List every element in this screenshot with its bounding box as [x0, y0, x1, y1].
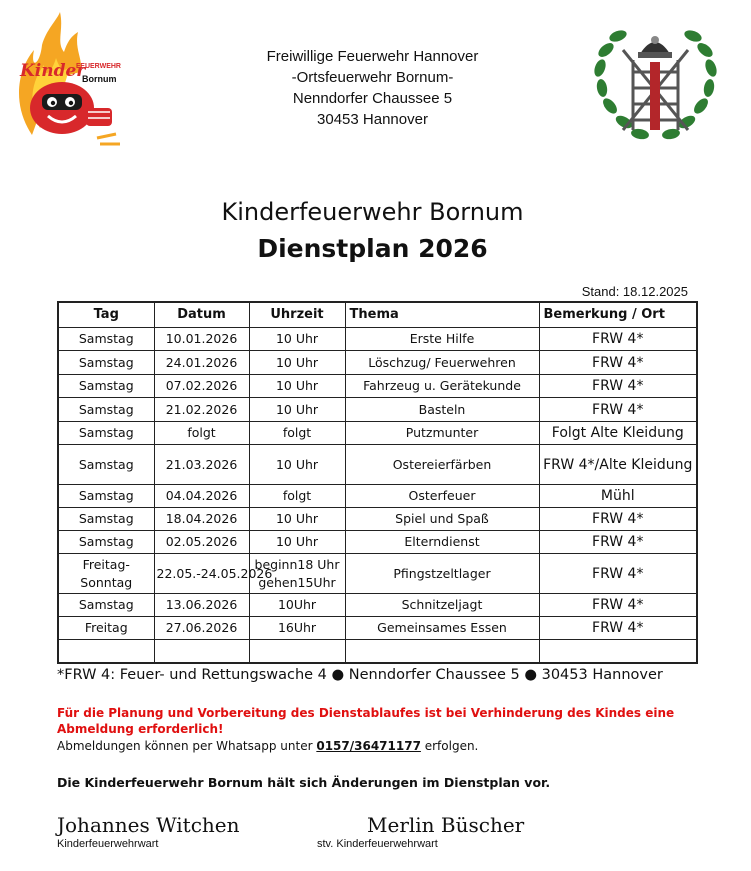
- table-cell: FRW 4*: [539, 594, 697, 617]
- table-cell: Samstag: [58, 485, 154, 508]
- header-tag: Tag: [58, 302, 154, 328]
- table-cell: [58, 640, 154, 663]
- table-cell: 10 Uhr: [249, 398, 345, 422]
- table-cell: Fahrzeug u. Gerätekunde: [345, 375, 539, 398]
- header-bemerkung: Bemerkung / Ort: [539, 302, 697, 328]
- table-cell: 10 Uhr: [249, 328, 345, 351]
- table-header-row: [58, 302, 697, 328]
- table-cell: 21.03.2026: [154, 445, 249, 485]
- table-cell: 10.01.2026: [154, 328, 249, 351]
- table-cell: 07.02.2026: [154, 375, 249, 398]
- table-cell: [345, 640, 539, 663]
- table-cell: 10Uhr: [249, 594, 345, 617]
- logo-bornum-text: Bornum: [82, 74, 117, 84]
- whatsapp-phone: 0157/36471177: [316, 739, 421, 753]
- table-row: [58, 445, 697, 485]
- table-row: [58, 617, 697, 640]
- signature-name: Johannes Witchen: [57, 813, 240, 837]
- stand-date: Stand: 18.12.2025: [581, 284, 688, 299]
- table-cell: Mühl: [539, 485, 697, 508]
- notice-abmeldung: Für die Planung und Vorbereitung des Dienstablaufes ist bei Verhinderung des Kindes eine Abmeldung erforderlich!: [57, 706, 675, 736]
- signature-role: stv. Kinderfeuerwehrwart: [317, 838, 438, 850]
- feuerwehr-emblem: [588, 10, 723, 150]
- table-cell: Samstag: [58, 508, 154, 531]
- table-cell: FRW 4*: [539, 508, 697, 531]
- abmeldung-info: [57, 739, 478, 753]
- table-cell: 10 Uhr: [249, 508, 345, 531]
- table-cell: [154, 640, 249, 663]
- table-cell: 27.06.2026: [154, 617, 249, 640]
- table-cell: Samstag: [58, 351, 154, 375]
- org-line: -Ortsfeuerwehr Bornum-: [291, 69, 454, 86]
- table-cell: Elterndienst: [345, 531, 539, 554]
- header-datum: Datum: [154, 302, 249, 328]
- table-row: [58, 640, 697, 663]
- table-cell: Pfingstzeltlager: [345, 554, 539, 594]
- table-cell: beginn18 Uhr gehen15Uhr: [249, 554, 345, 594]
- footnote: *FRW 4: Feuer- und Rettungswache 4 ● Nenndorfer Chaussee 5 ● 30453 Hannover: [57, 667, 663, 683]
- table-cell: folgt: [154, 422, 249, 445]
- table-cell: 13.06.2026: [154, 594, 249, 617]
- table-cell: Folgt Alte Kleidung: [539, 422, 697, 445]
- table-cell: Freitag-Sonntag: [58, 554, 154, 594]
- table-row: [58, 375, 697, 398]
- table-cell: Löschzug/ Feuerwehren: [345, 351, 539, 375]
- table-cell: 21.02.2026: [154, 398, 249, 422]
- table-cell: Samstag: [58, 445, 154, 485]
- table-cell: Samstag: [58, 375, 154, 398]
- table-cell: 22.05.-24.05.2026: [154, 554, 249, 594]
- table-cell: FRW 4*: [539, 617, 697, 640]
- header-uhrzeit: Uhrzeit: [249, 302, 345, 328]
- table-cell: 10 Uhr: [249, 445, 345, 485]
- vorbehalt-text: Die Kinderfeuerwehr Bornum hält sich Änderungen im Dienstplan vor.: [57, 775, 551, 790]
- table-cell: 18.04.2026: [154, 508, 249, 531]
- table-cell: FRW 4*: [539, 375, 697, 398]
- table-cell: Freitag: [58, 617, 154, 640]
- org-line: 30453 Hannover: [317, 111, 428, 128]
- table-cell: 10 Uhr: [249, 531, 345, 554]
- table-cell: Samstag: [58, 531, 154, 554]
- table-cell: Samstag: [58, 398, 154, 422]
- kinderfeuerwehr-logo: [12, 10, 132, 150]
- page-subtitle: Dienstplan 2026: [257, 234, 488, 263]
- table-row: [58, 485, 697, 508]
- table-cell: Gemeinsames Essen: [345, 617, 539, 640]
- header-thema: Thema: [345, 302, 539, 328]
- table-row: [58, 398, 697, 422]
- abmeldung-pre: Abmeldungen können per Whatsapp unter: [57, 739, 317, 753]
- table-cell: Osterfeuer: [345, 485, 539, 508]
- table-row: [58, 422, 697, 445]
- table-cell: [539, 640, 697, 663]
- table-cell: 24.01.2026: [154, 351, 249, 375]
- logo-feuerwehr-text: FEUERWEHR: [76, 63, 121, 70]
- table-cell: FRW 4*: [539, 398, 697, 422]
- table-cell: 04.04.2026: [154, 485, 249, 508]
- table-cell: 02.05.2026: [154, 531, 249, 554]
- table-row: [58, 508, 697, 531]
- table-cell: 16Uhr: [249, 617, 345, 640]
- table-cell: folgt: [249, 422, 345, 445]
- table-cell: FRW 4*: [539, 531, 697, 554]
- table-cell: folgt: [249, 485, 345, 508]
- table-row: [58, 328, 697, 351]
- org-line: Freiwillige Feuerwehr Hannover: [266, 48, 479, 65]
- page-title: Kinderfeuerwehr Bornum: [221, 198, 524, 226]
- table-cell: FRW 4*: [539, 328, 697, 351]
- table-row: [58, 531, 697, 554]
- table-row: [58, 554, 697, 594]
- table-cell: Samstag: [58, 594, 154, 617]
- signature-role: Kinderfeuerwehrwart: [57, 838, 159, 850]
- table-cell: Schnitzeljagt: [345, 594, 539, 617]
- table-cell: Basteln: [345, 398, 539, 422]
- table-cell: Samstag: [58, 328, 154, 351]
- logo-kinder-text: Kinder: [20, 61, 86, 81]
- table-row: [58, 594, 697, 617]
- organization-address: [200, 46, 545, 130]
- table-cell: Samstag: [58, 422, 154, 445]
- table-cell: FRW 4*: [539, 554, 697, 594]
- org-line: Nenndorfer Chaussee 5: [292, 90, 453, 107]
- table-cell: [249, 640, 345, 663]
- table-cell: FRW 4*: [539, 351, 697, 375]
- table-cell: FRW 4*/Alte Kleidung: [539, 445, 697, 485]
- table-cell: Putzmunter: [345, 422, 539, 445]
- dienstplan-table: [57, 301, 698, 664]
- table-cell: Ostereierfärben: [345, 445, 539, 485]
- abmeldung-post: erfolgen.: [420, 739, 479, 753]
- table-cell: Spiel und Spaß: [345, 508, 539, 531]
- table-row: [58, 351, 697, 375]
- signature-name: Merlin Büscher: [367, 813, 525, 837]
- table-cell: 10 Uhr: [249, 351, 345, 375]
- table-cell: Erste Hilfe: [345, 328, 539, 351]
- table-cell: 10 Uhr: [249, 375, 345, 398]
